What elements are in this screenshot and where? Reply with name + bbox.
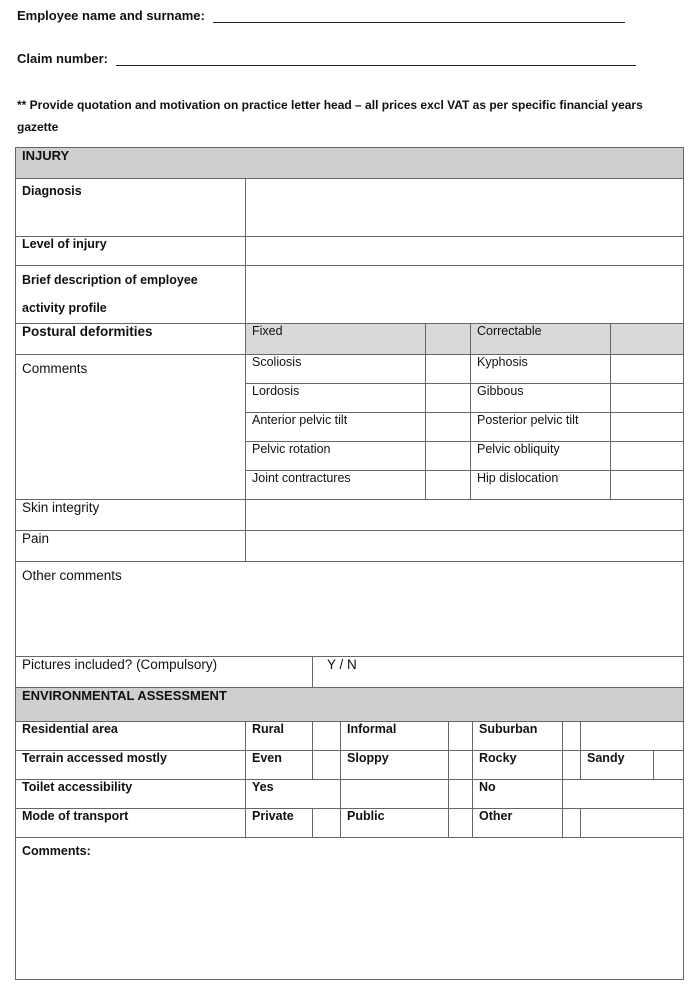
deformity-label: Joint contractures bbox=[246, 471, 426, 500]
pain-label: Pain bbox=[16, 531, 246, 562]
deformity-label: Posterior pelvic tilt bbox=[471, 413, 611, 442]
skin-integrity-label: Skin integrity bbox=[16, 500, 246, 531]
option-sandy: Sandy bbox=[581, 751, 654, 780]
option-yes: Yes bbox=[246, 780, 341, 809]
claim-number-field[interactable] bbox=[116, 51, 636, 66]
even-checkbox[interactable] bbox=[313, 751, 341, 780]
deformity-label: Pelvic rotation bbox=[246, 442, 426, 471]
private-checkbox[interactable] bbox=[313, 809, 341, 838]
employee-name-field[interactable] bbox=[213, 8, 625, 23]
postural-comments-label: Comments bbox=[16, 355, 246, 500]
fixed-header: Fixed bbox=[246, 324, 426, 355]
employee-name-row bbox=[17, 8, 625, 23]
deformity-checkbox[interactable] bbox=[611, 442, 684, 471]
deformity-label: Hip dislocation bbox=[471, 471, 611, 500]
pictures-included-label: Pictures included? (Compulsory) bbox=[16, 657, 313, 688]
option-private: Private bbox=[246, 809, 313, 838]
transport-blank bbox=[581, 809, 684, 838]
deformity-checkbox[interactable] bbox=[426, 413, 471, 442]
sandy-checkbox[interactable] bbox=[654, 751, 684, 780]
deformity-label: Kyphosis bbox=[471, 355, 611, 384]
deformity-checkbox[interactable] bbox=[611, 355, 684, 384]
residential-blank bbox=[581, 722, 684, 751]
correctable-check-header bbox=[611, 324, 684, 355]
option-even: Even bbox=[246, 751, 313, 780]
option-public: Public bbox=[341, 809, 449, 838]
rocky-checkbox[interactable] bbox=[563, 751, 581, 780]
deformity-checkbox[interactable] bbox=[611, 384, 684, 413]
deformity-checkbox[interactable] bbox=[426, 384, 471, 413]
claim-number-label: Claim number: bbox=[17, 51, 109, 66]
injury-table bbox=[15, 147, 684, 657]
informal-checkbox[interactable] bbox=[449, 722, 473, 751]
transport-label: Mode of transport bbox=[16, 809, 246, 838]
activity-profile-field[interactable] bbox=[246, 266, 684, 324]
deformity-checkbox[interactable] bbox=[426, 442, 471, 471]
correctable-header: Correctable bbox=[471, 324, 611, 355]
rural-checkbox[interactable] bbox=[313, 722, 341, 751]
instruction-note: ** Provide quotation and motivation on practice letter head – all prices excl VAT as per specific financial years gazette bbox=[17, 98, 643, 134]
suburban-checkbox[interactable] bbox=[563, 722, 581, 751]
deformity-label: Scoliosis bbox=[246, 355, 426, 384]
deformity-checkbox[interactable] bbox=[426, 355, 471, 384]
toilet-accessibility-label: Toilet accessibility bbox=[16, 780, 246, 809]
diagnosis-field[interactable] bbox=[246, 179, 684, 237]
terrain-label: Terrain accessed mostly bbox=[16, 751, 246, 780]
option-other: Other bbox=[473, 809, 563, 838]
no-checkbox[interactable] bbox=[563, 780, 684, 809]
deformity-checkbox[interactable] bbox=[611, 471, 684, 500]
sloppy-checkbox[interactable] bbox=[449, 751, 473, 780]
option-rocky: Rocky bbox=[473, 751, 563, 780]
other-checkbox[interactable] bbox=[563, 809, 581, 838]
deformity-checkbox[interactable] bbox=[426, 471, 471, 500]
option-sloppy: Sloppy bbox=[341, 751, 449, 780]
option-rural: Rural bbox=[246, 722, 313, 751]
option-informal: Informal bbox=[341, 722, 449, 751]
option-suburban: Suburban bbox=[473, 722, 563, 751]
environment-table bbox=[15, 656, 684, 980]
injury-section-header: INJURY bbox=[16, 148, 684, 179]
skin-integrity-field[interactable] bbox=[246, 500, 684, 531]
deformity-label: Pelvic obliquity bbox=[471, 442, 611, 471]
activity-profile-label: Brief description of employee activity profile bbox=[16, 266, 246, 324]
fixed-check-header bbox=[426, 324, 471, 355]
pictures-yn-field[interactable]: Y / N bbox=[313, 657, 684, 688]
residential-area-label: Residential area bbox=[16, 722, 246, 751]
diagnosis-label: Diagnosis bbox=[16, 179, 246, 237]
toilet-spacer bbox=[449, 780, 473, 809]
deformity-label: Anterior pelvic tilt bbox=[246, 413, 426, 442]
level-of-injury-field[interactable] bbox=[246, 237, 684, 266]
level-of-injury-label: Level of injury bbox=[16, 237, 246, 266]
claim-number-row bbox=[17, 51, 636, 66]
deformity-checkbox[interactable] bbox=[611, 413, 684, 442]
other-comments-field[interactable]: Other comments bbox=[16, 562, 684, 657]
environment-comments-field[interactable]: Comments: bbox=[16, 838, 684, 980]
environment-section-header: ENVIRONMENTAL ASSESSMENT bbox=[16, 688, 684, 722]
yes-checkbox[interactable] bbox=[341, 780, 449, 809]
employee-name-label: Employee name and surname: bbox=[17, 8, 205, 23]
postural-deformities-label: Postural deformities bbox=[16, 324, 246, 355]
pain-field[interactable] bbox=[246, 531, 684, 562]
option-no: No bbox=[473, 780, 563, 809]
deformity-label: Lordosis bbox=[246, 384, 426, 413]
deformity-label: Gibbous bbox=[471, 384, 611, 413]
public-checkbox[interactable] bbox=[449, 809, 473, 838]
